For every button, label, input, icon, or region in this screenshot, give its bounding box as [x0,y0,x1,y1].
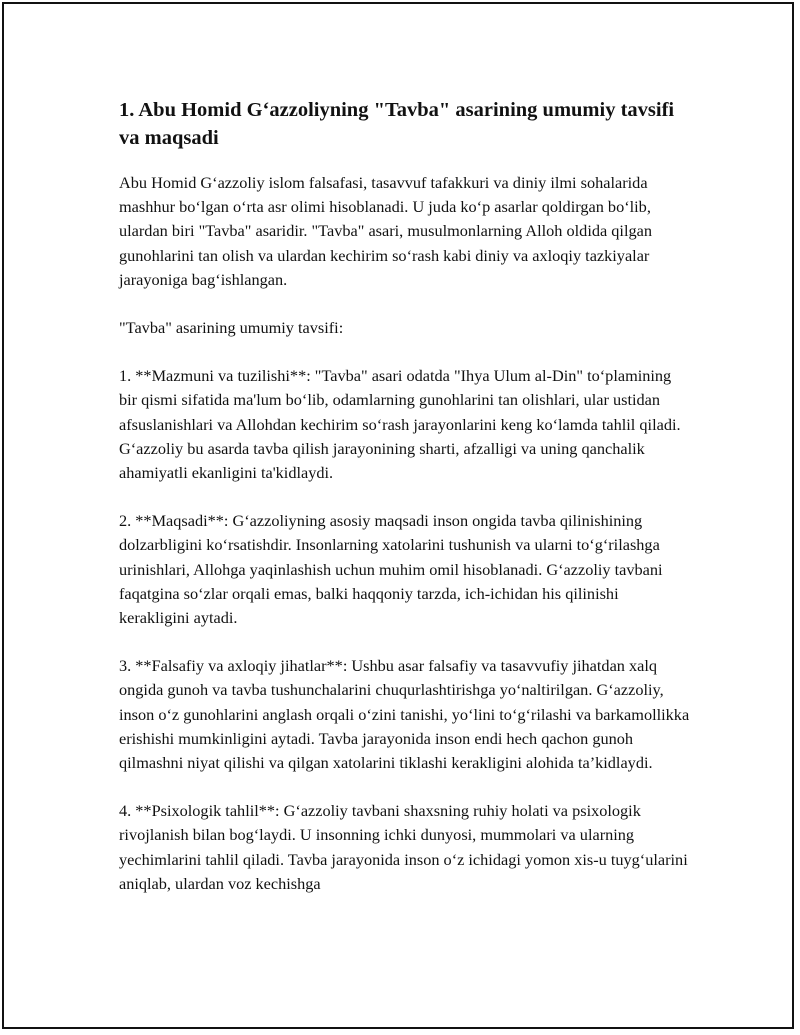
paragraph-psychological: 4. **Psixologik tahlil**: G‘azzoliy tavbani shaxsning ruhiy holati va psixologik rivojlanish bilan bog‘laydi. U insonning ichki dunyosi, mummolari va ularning yechimlarini tahlil qiladi. Tavba jarayonida inson o‘z ichidagi yomon xis-u tuyg‘ularini aniqlab, ulardan voz kechishga [119,801,688,893]
paragraph-content-structure: 1. **Mazmuni va tuzilishi**: "Tavba" asari odatda "Ihya Ulum al-Din" to‘plamining bir qismi sifatida ma'lum bo‘lib, odamlarning gunohlarini tan olishlari, ular ustidan afsuslanishlari va Allohdan kechirim so‘rash jarayonlarini keng ko‘lamda tahlil qiladi. G‘azzoliy bu asarda tavba qilish jarayonining sharti, afzalligi va uning qanchalik ahamiyatli ekanligini ta'kidlaydi. [119,366,681,483]
document-page [2,2,794,1029]
paragraph-purpose: 2. **Maqsadi**: G‘azzoliyning asosiy maqsadi inson ongida tavba qilinishining dolzarbligini ko‘rsatishdir. Insonlarning xatolarini tushunish va ularni to‘g‘rilashga urinishlari, Allohga yaqinlashish uchun muhim omil hisoblanadi. G‘azzoliy tavbani faqatgina so‘zlar orqali emas, balki haqqoniy tarzda, ich-ichidan his qilinishi kerakligini aytadi. [119,511,663,628]
document-title: 1. Abu Homid G‘azzoliyning "Tavba" asarining umumiy tavsifi va maqsadi [119,99,675,149]
document-body [119,96,693,920]
paragraph-philosophical-ethical: 3. **Falsafiy va axloqiy jihatlar**: Ushbu asar falsafiy va tasavvufiy jihatdan xalq ongida gunoh va tavba tushunchalarini chuqurlashtirishga yo‘naltirilgan. G‘azzoliy, inson o‘z gunohlarini anglash orqali o‘zini tanishi, yo‘lini to‘g‘rilashi va barkamollikka erishishi mumkinligini aytadi. Tavba jarayonida inson endi hech qachon gunoh qilmashni niyat qilishi va qilgan xatolarini tiklashi kerakligini alohida ta’kidlaydi. [119,656,690,773]
paragraph-intro: Abu Homid G‘azzoliy islom falsafasi, tasavvuf tafakkuri va diniy ilmi sohalarida mashhur bo‘lgan o‘rta asr olimi hisoblanadi. U juda ko‘p asarlar qoldirgan bo‘lib, ulardan biri "Tavba" asaridir. "Tavba" asari, musulmonlarning Alloh oldida qilgan gunohlarini tan olish va ulardan kechirim so‘rash kabi diniy va axloqiy tazkiyalar jarayoniga bag‘ishlangan. [119,173,652,289]
paragraph-overview-heading: "Tavba" asarining umumiy tavsifi: [119,318,344,338]
